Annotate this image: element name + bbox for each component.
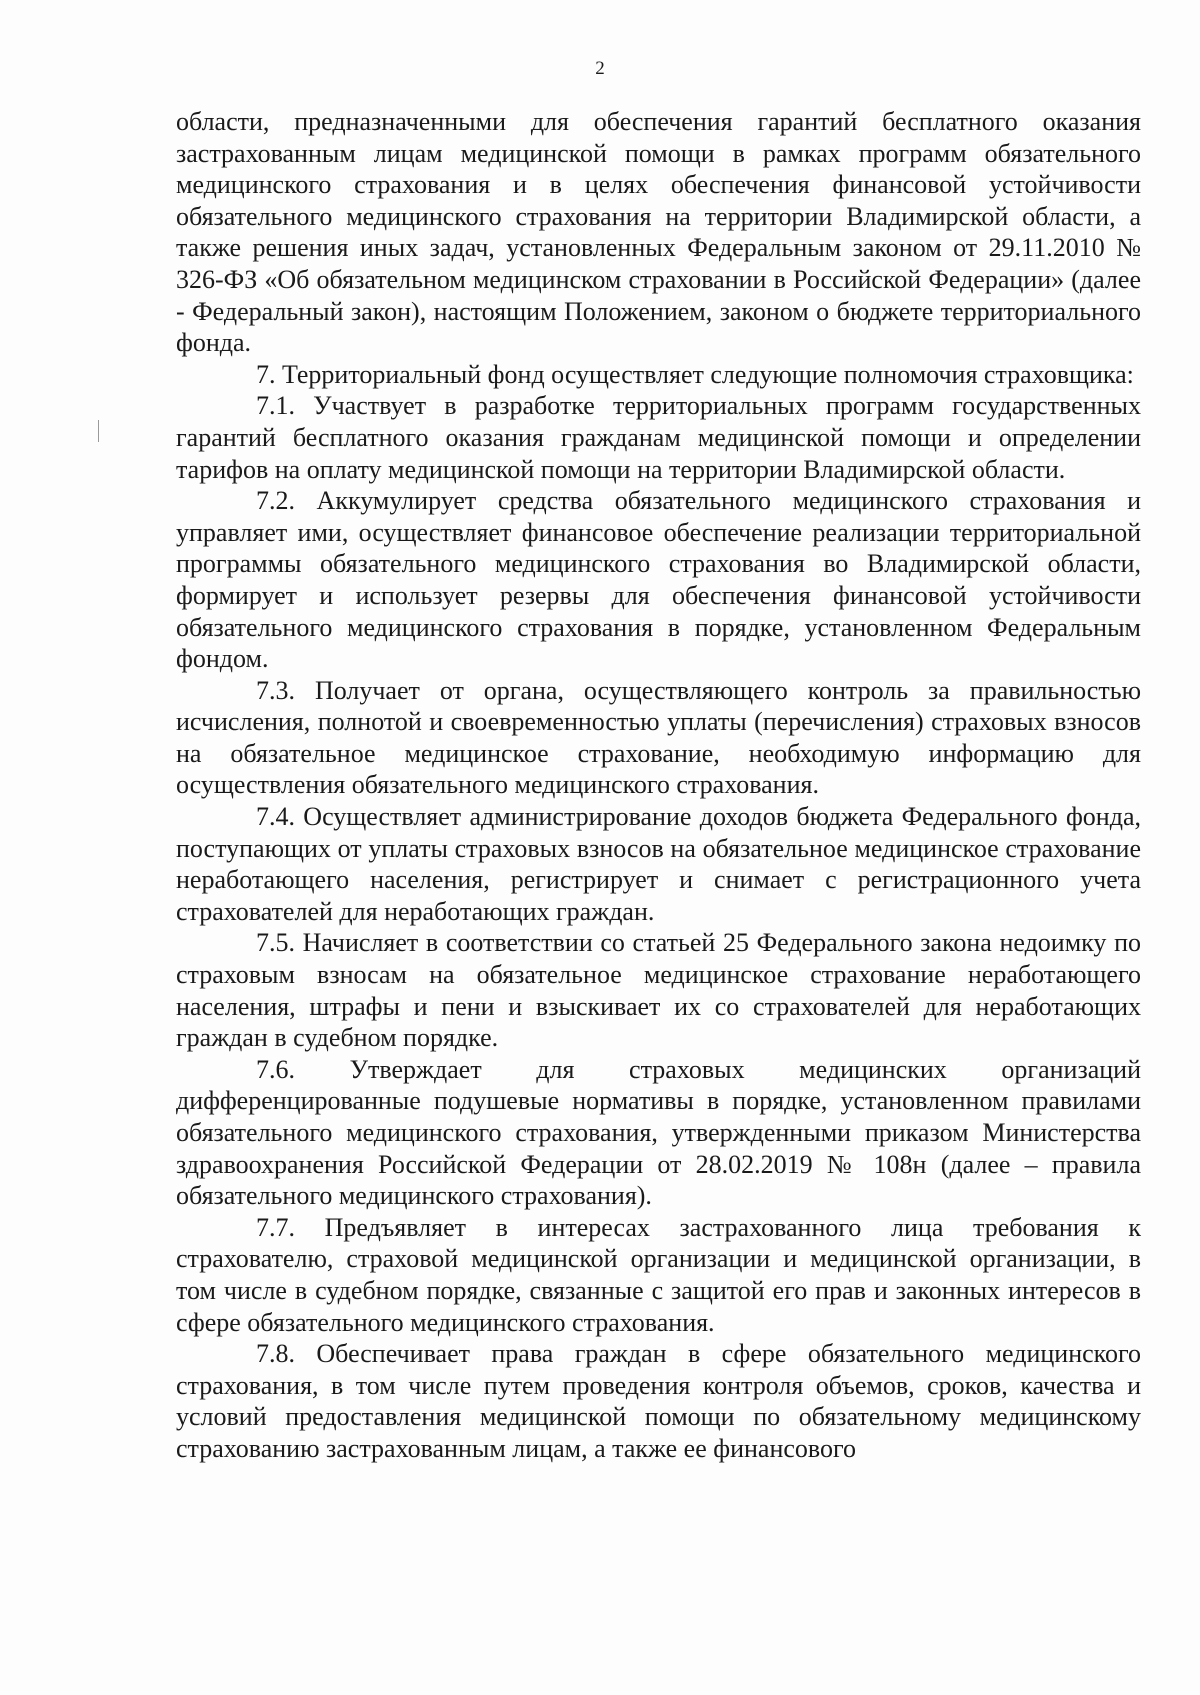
- paragraph-7-3: 7.3. Получает от органа, осуществляющего контроль за правильностью исчисления, полнотой и своевременностью уплаты (перечисления) страховых взносов на обязательное медицинское страхование, необходимую информацию для осуществления обязательного медицинского страхования.: [176, 675, 1141, 800]
- paragraph-7-6: 7.6. Утверждает для страховых медицинских организаций дифференцированные подушевые нормативы в порядке, установленном правилами обязательного медицинского страхования, утвержденными приказом Министерства здравоохранения Российской Федерации от 28.02.2019 № 108н (далее – правила обязательного медицинского страхования).: [176, 1054, 1141, 1211]
- page-number: 2: [595, 58, 605, 79]
- paragraph-continuation: области, предназначенными для обеспечения гарантий бесплатного оказания застрахованным лицам медицинской помощи в рамках программ обязательного медицинского страхования и в целях обеспечения финансовой устойчивости обязательного медицинского страхования на территории Владимирской области, а также решения иных задач, установленных Федеральным законом от 29.11.2010 № 326-ФЗ «Об обязательном медицинском страховании в Российской Федерации» (далее - Федеральный закон), настоящим Положением, законом о бюджете территориального фонда.: [176, 107, 1141, 358]
- paragraph-7-1: 7.1. Участвует в разработке территориальных программ государственных гарантий бесплатного оказания гражданам медицинской помощи и определении тарифов на оплату медицинской помощи на территории Владимирской области.: [176, 391, 1141, 484]
- paragraph-7-5: 7.5. Начисляет в соответствии со статьей 25 Федерального закона недоимку по страховым взносам на обязательное медицинское страхование неработающего населения, штрафы и пени и взыскивает их со страхователей для неработающих граждан в судебном порядке.: [176, 928, 1141, 1053]
- paragraph-7-2: 7.2. Аккумулирует средства обязательного медицинского страхования и управляет ими, осуществляет финансовое обеспечение реализации территориальной программы обязательного медицинского страхования во Владимирской области, формирует и использует резервы для обеспечения финансовой устойчивости обязательного медицинского страхования в порядке, установленном Федеральным фондом.: [176, 486, 1141, 674]
- paragraph-7-8: 7.8. Обеспечивает права граждан в сфере обязательного медицинского страхования, в том числе путем проведения контроля объемов, сроков, качества и условий предоставления медицинской помощи по обязательному медицинскому страхованию застрахованным лицам, а также ее финансового: [176, 1339, 1141, 1463]
- document-body: [176, 106, 1141, 1465]
- paragraph-7: 7. Территориальный фонд осуществляет следующие полномочия страховщика:: [256, 359, 1134, 389]
- paragraph-7-4: 7.4. Осуществляет администрирование доходов бюджета Федерального фонда, поступающих от уплаты страховых взносов на обязательное медицинское страхование неработающего населения, регистрирует и снимает с регистрационного учета страхователей для неработающих граждан.: [176, 802, 1141, 926]
- scan-margin-mark: [98, 420, 99, 442]
- paragraph-7-7: 7.7. Предъявляет в интересах застрахованного лица требования к страхователю, страховой медицинской организации и медицинской организации, в том числе в судебном порядке, связанные с защитой его прав и законных интересов в сфере обязательного медицинского страхования.: [176, 1212, 1141, 1337]
